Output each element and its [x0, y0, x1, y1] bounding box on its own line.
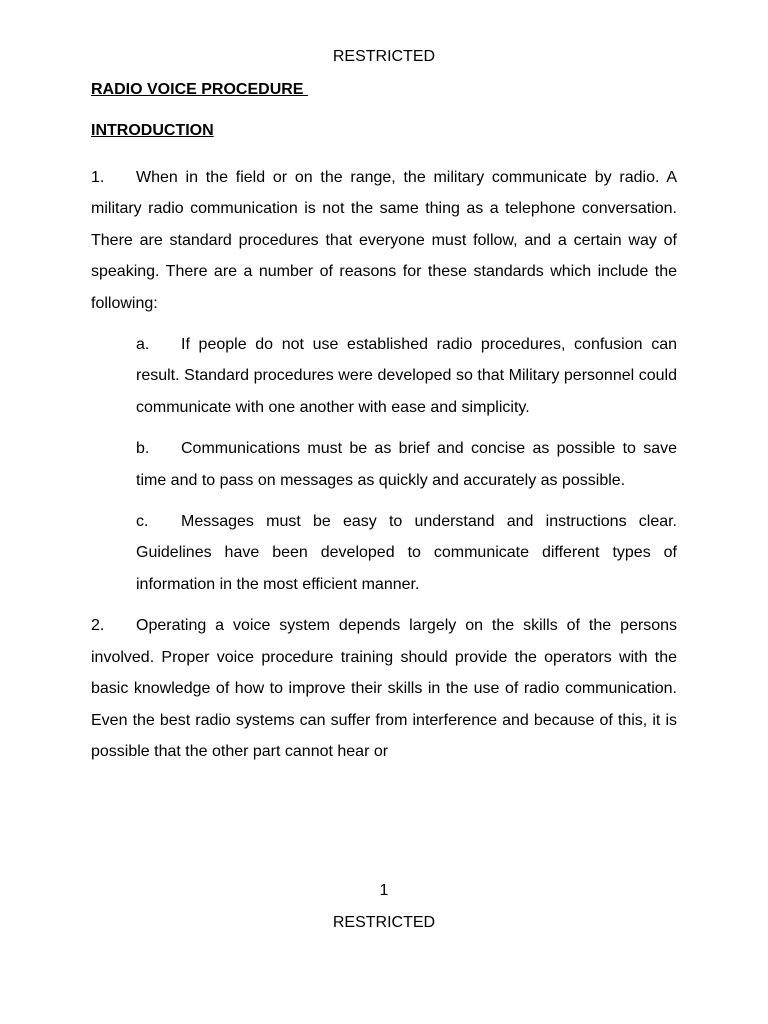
paragraph-2: [91, 610, 677, 767]
subparagraph-c: [136, 506, 677, 600]
paragraph-1-text: When in the field or on the range, the military communicate by radio. A military radio communication is not the same thing as a telephone conversation. There are standard procedures that everyone must follow, and a certain way of speaking. There are a number of reasons for these standards which include the following:: [91, 169, 677, 312]
subparagraph-b-letter: b.: [136, 440, 150, 458]
document-body: [91, 80, 677, 767]
subparagraph-c-text: Messages must be easy to understand and instructions clear. Guidelines have been developed to communicate different types of information in the most efficient manner.: [136, 513, 677, 593]
subparagraph-a-text: If people do not use established radio procedures, confusion can result. Standard procedures were developed so that Military personnel could communicate with one another with ease and simplicity.: [136, 336, 677, 416]
paragraph-2-text: Operating a voice system depends largely on the skills of the persons involved. Proper voice procedure training should provide the operators with the basic knowledge of how to improve their skills in the use of radio communication. Even the best radio systems can suffer from interference and because of this, it is possible that the other part cannot hear or: [91, 617, 677, 760]
subparagraph-b: [136, 433, 677, 496]
paragraph-1: [91, 162, 677, 319]
paragraph-2-number: 2.: [91, 617, 105, 635]
section-heading-introduction: INTRODUCTION: [91, 122, 214, 139]
document-title: RADIO VOICE PROCEDURE: [91, 81, 308, 98]
page-number: 1: [379, 882, 389, 899]
subparagraph-c-letter: c.: [136, 513, 149, 531]
header-classification: RESTRICTED: [332, 48, 436, 65]
subparagraph-b-text: Communications must be as brief and concise as possible to save time and to pass on messages as quickly and accurately as possible.: [136, 440, 677, 489]
subparagraph-a: [136, 329, 677, 423]
subparagraph-a-letter: a.: [136, 336, 150, 354]
paragraph-1-number: 1.: [91, 169, 105, 186]
footer-classification: RESTRICTED: [332, 914, 436, 931]
